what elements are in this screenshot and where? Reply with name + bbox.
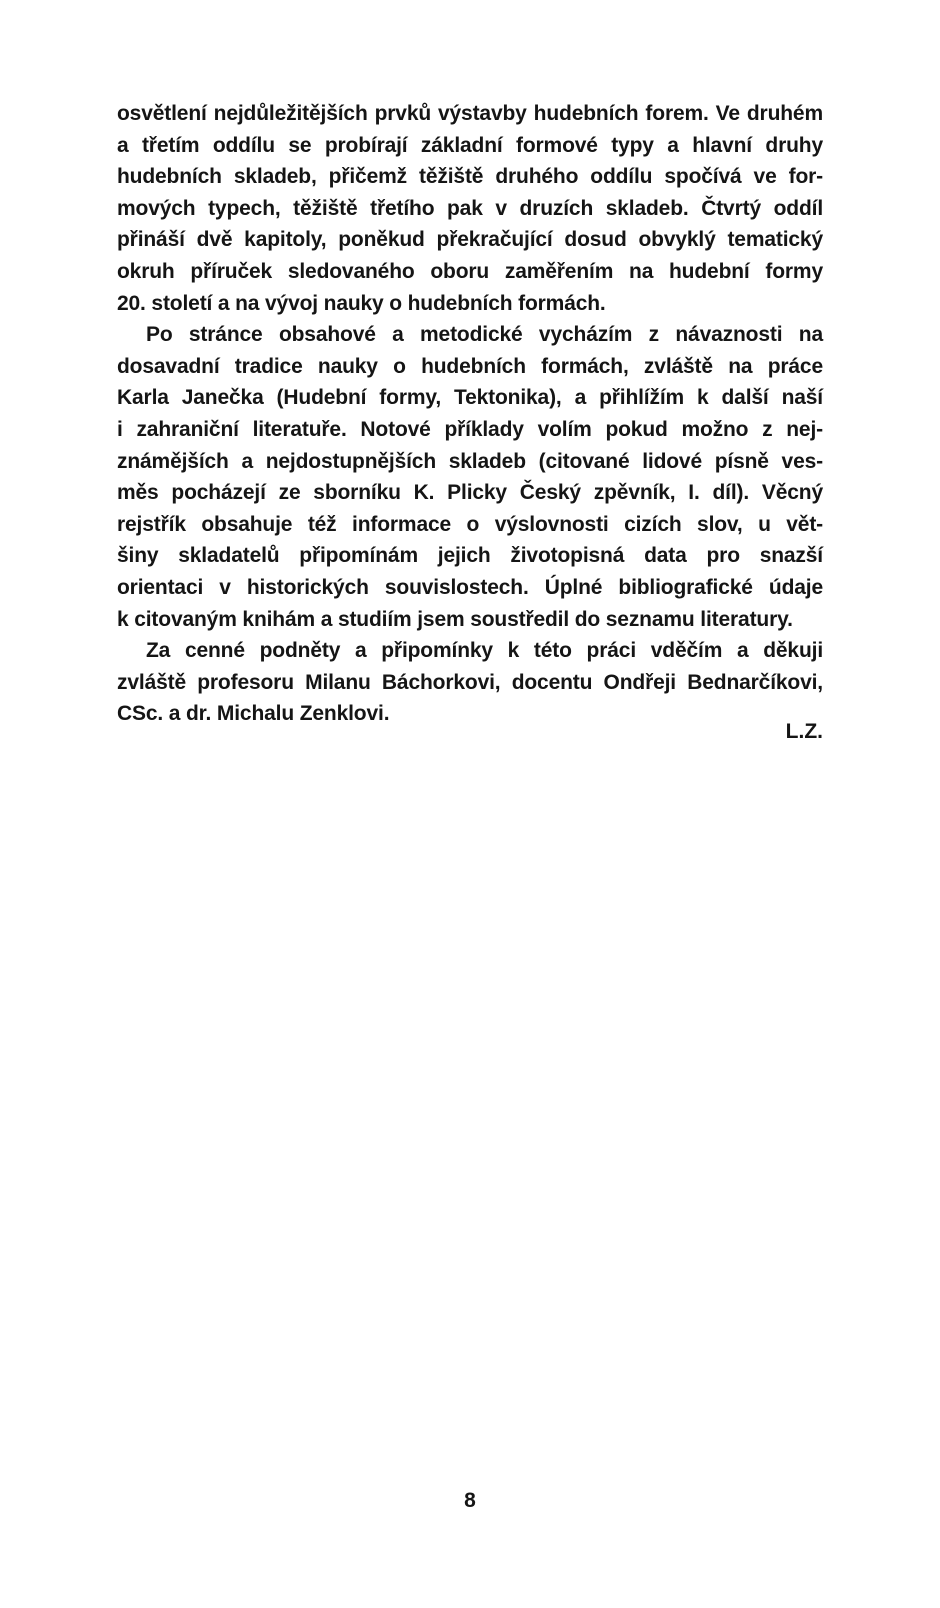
text-line: hudebních skladeb, přičemž těžiště druhého oddílu spočívá ve for- bbox=[117, 165, 823, 189]
text-line: dosavadní tradice nauky o hudebních formách, zvláště na práce bbox=[117, 354, 823, 378]
paragraph-3 bbox=[117, 635, 823, 730]
text-line: Karla Janečka (Hudební formy, Tektonika), a přihlížím k další naší bbox=[117, 386, 823, 410]
text-line: Po stránce obsahové a metodické vycházím z návaznosti na bbox=[146, 323, 823, 347]
text-line: okruh příruček sledovaného oboru zaměřením na hudební formy bbox=[117, 259, 823, 283]
text-line: mových typech, těžiště třetího pak v druzích skladeb. Čtvrtý oddíl bbox=[117, 196, 823, 220]
page-number: 8 bbox=[464, 1489, 476, 1512]
paragraph-2 bbox=[117, 319, 823, 635]
text-line: rejstřík obsahuje též informace o výslovnosti cizích slov, u vět- bbox=[117, 512, 823, 536]
paragraph-1 bbox=[117, 98, 823, 319]
text-line: i zahraniční literatuře. Notové příklady volím pokud možno z nej- bbox=[117, 417, 823, 441]
text-line: přináší dvě kapitoly, poněkud překračující dosud obvyklý tematický bbox=[117, 228, 823, 252]
text-line: měs pocházejí ze sborníku K. Plicky Český zpěvník, I. díl). Věcný bbox=[117, 481, 823, 505]
text-line: zvláště profesoru Milanu Báchorkovi, docentu Ondřeji Bednarčíkovi, bbox=[117, 670, 823, 694]
text-line: šiny skladatelů připomínám jejich životopisná data pro snazší bbox=[117, 544, 823, 568]
text-line: Za cenné podněty a připomínky k této práci vděčím a děkuji bbox=[146, 639, 823, 663]
body-text bbox=[117, 98, 823, 730]
text-line: orientaci v historických souvislostech. Úplné bibliografické údaje bbox=[117, 575, 823, 599]
text-line: 20. století a na vývoj nauky o hudebních formách. bbox=[117, 291, 606, 315]
author-initials: L.Z. bbox=[785, 720, 823, 743]
text-line: a třetím oddílu se probírají základní formové typy a hlavní druhy bbox=[117, 133, 823, 157]
text-line: známějších a nejdostupnějších skladeb (citované lidové písně ves- bbox=[117, 449, 823, 473]
text-line: CSc. a dr. Michalu Zenklovi. bbox=[117, 702, 390, 726]
text-line: k citovaným knihám a studiím jsem soustředil do seznamu literatury. bbox=[117, 607, 793, 631]
text-line: osvětlení nejdůležitějších prvků výstavby hudebních forem. Ve druhém bbox=[117, 102, 823, 125]
